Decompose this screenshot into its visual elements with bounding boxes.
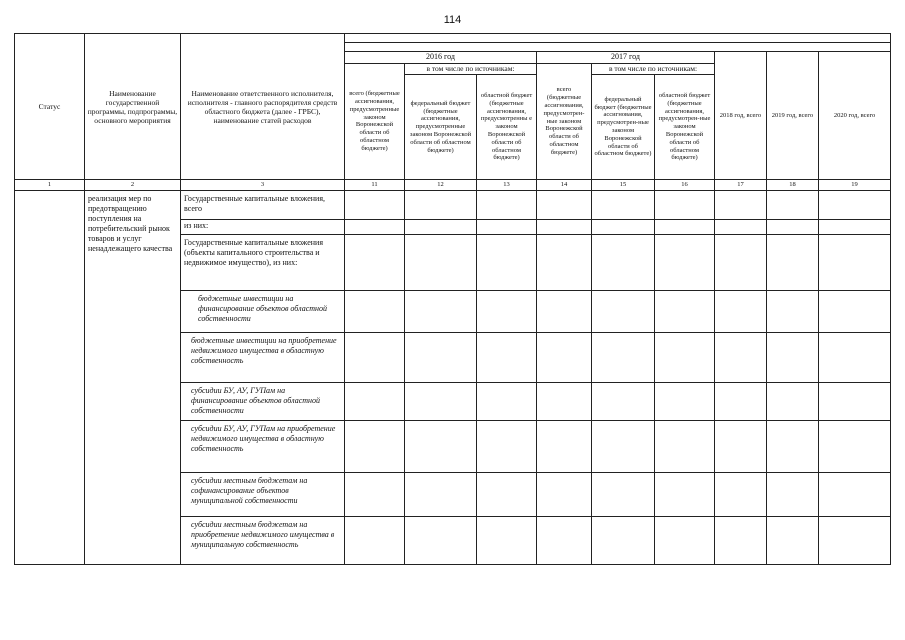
header-regional-2017: областной бюджет (бюджетные ассигнования, предусмотрен-ные законом Воронежской области об областном бюджете)	[655, 75, 715, 180]
col-num: 15	[592, 180, 655, 191]
col-num: 19	[819, 180, 891, 191]
header-sources-2016: в том числе по источникам:	[405, 63, 537, 74]
row-label: субсидии БУ, АУ, ГУПам на финансирование объектов областной собственности	[181, 383, 345, 421]
page-number: 114	[443, 14, 462, 26]
col-num: 3	[181, 180, 345, 191]
header-2020: 2020 год, всего	[819, 52, 891, 180]
status-cell	[15, 191, 85, 565]
row-label: бюджетные инвестиции на приобретение недвижимого имущества в областную собственность	[181, 333, 345, 383]
header-2019: 2019 год, всего	[767, 52, 819, 180]
col-num: 18	[767, 180, 819, 191]
col-num: 13	[477, 180, 537, 191]
col-num: 12	[405, 180, 477, 191]
header-executor: Наименование ответственного исполнителя, исполнителя - главного распорядителя средств областного бюджета (далее - ГРБС), наименование статей расходов	[181, 34, 345, 180]
row-label: Государственные капитальные вложения (объекты капитального строительства и недвижимое имущество), из них:	[181, 235, 345, 291]
header-regional-2016: областной бюджет (бюджетные ассигнования, предусмотренны е законом Воронежской области об областном бюджете)	[477, 75, 537, 180]
col-num: 2	[85, 180, 181, 191]
table-row	[15, 191, 891, 220]
header-total-2017: всего (бюджетные ассигнования, предусмотрен-ные законом Воронежской области об областном бюджете)	[537, 63, 592, 179]
col-num: 16	[655, 180, 715, 191]
header-total-2016: всего (бюджетные ассигнования, предусмотренные законом Воронежской области об областном бюджете)	[345, 63, 405, 179]
program-cell: реализация мер по предотвращению поступления на потребительский рынок товаров и услуг ненадлежащего качества	[85, 191, 181, 565]
budget-table	[14, 33, 891, 565]
col-num: 14	[537, 180, 592, 191]
header-sources-2017: в том числе по источникам:	[592, 63, 715, 74]
row-label: субсидии местным бюджетам на приобретение недвижимого имущества в муниципальную собственность	[181, 517, 345, 565]
header-blank-1	[345, 34, 891, 43]
header-federal-2017: федеральный бюджет (бюджетные ассигнования, предусмотрен-ные законом Воронежской области об областном бюджете)	[592, 75, 655, 180]
col-num: 1	[15, 180, 85, 191]
row-label: субсидии БУ, АУ, ГУПам на приобретение недвижимого имущества в областную собственность	[181, 421, 345, 473]
row-label: Государственные капитальные вложения, всего	[181, 191, 345, 220]
row-label: бюджетные инвестиции на финансирование объектов областной собственности	[181, 291, 345, 333]
header-year-2017: 2017 год	[537, 52, 715, 64]
col-num: 11	[345, 180, 405, 191]
row-label: субсидии местным бюджетам на софинансирование объектов муниципальной собственности	[181, 473, 345, 517]
col-num: 17	[715, 180, 767, 191]
header-year-2016: 2016 год	[345, 52, 537, 64]
row-label: из них:	[181, 220, 345, 235]
header-federal-2016: федеральный бюджет (бюджетные ассигнования, предусмотренные законом Воронежской области об областном бюджете)	[405, 75, 477, 180]
header-2018: 2018 год, всего	[715, 52, 767, 180]
header-status: Статус	[15, 34, 85, 180]
header-blank-2	[345, 43, 891, 52]
header-program: Наименование государственной программы, подпрограммы, основного мероприятия	[85, 34, 181, 180]
